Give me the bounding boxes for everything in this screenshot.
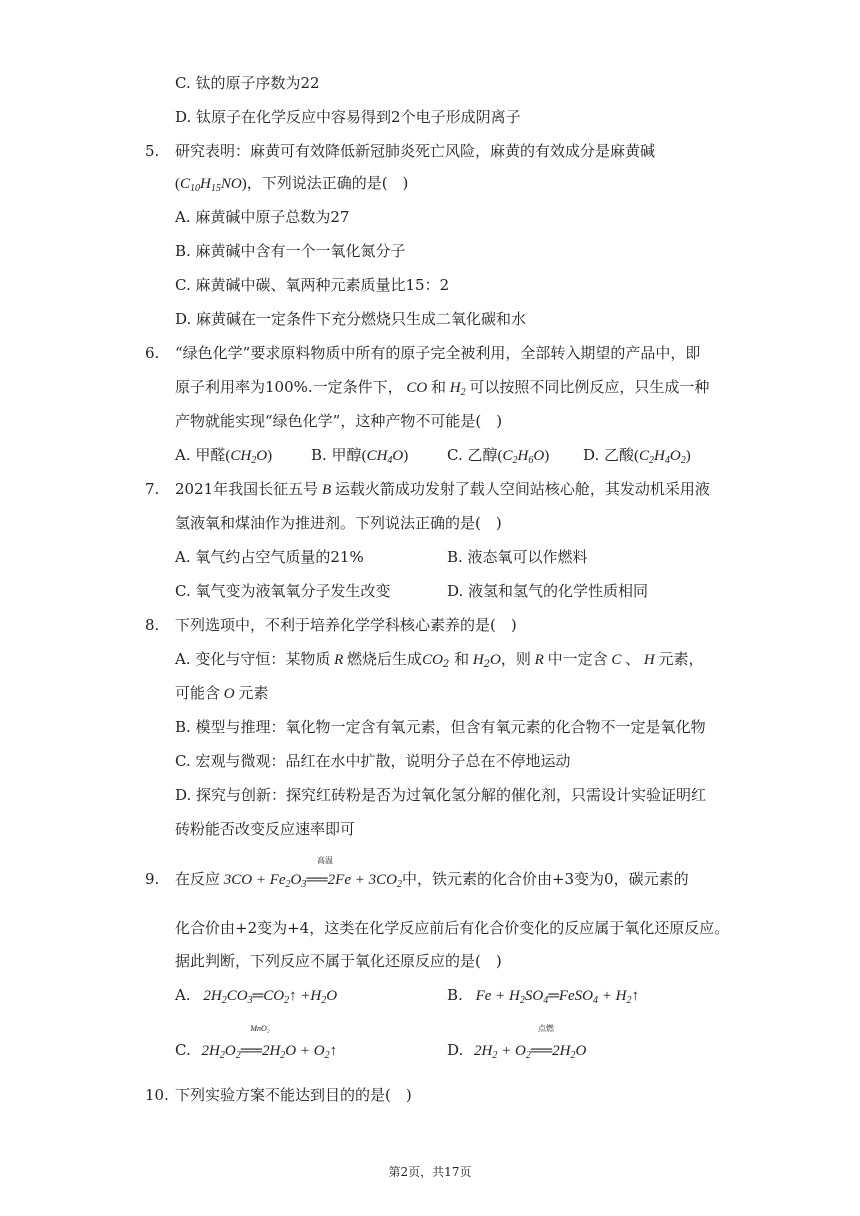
- q6-stem-line3: 产物就能实现“绿色化学”，这种产物不可能是( ): [175, 412, 503, 430]
- q6-number: 6.: [145, 344, 160, 362]
- q8-option-d-line1: D. 探究与创新：探究红砖粉是否为过氧化氢分解的催化剂，只需设计实验证明红: [175, 786, 707, 804]
- q6-stem-line2: 原子利用率为100%.一定条件下， CO 和 $H_2$ 可以按照不同比例反应，只生成一种: [175, 378, 710, 398]
- q7-stem-line1: 2021年我国长征五号 B 运载火箭成功发射了载人空间站核心舱，其发动机采用液: [175, 480, 710, 498]
- q5-option-d: D. 麻黄碱在一定条件下充分燃烧只生成二氧化碳和水: [175, 310, 527, 328]
- q6-option-a: A. 甲醛$(CH_2O)$: [175, 446, 273, 466]
- q9-stem-line2: 化合价由+2变为+4，这类在化学反应前后有化合价变化的反应属于氧化还原反应。: [175, 919, 730, 937]
- q6-option-b: B. 甲醇$(CH_4O)$: [311, 446, 409, 466]
- equation-main: $3CO + Fe_2O_3══2Fe + 3CO_2$: [220, 872, 402, 890]
- q9-d-condition: 点燃: [538, 1024, 554, 1033]
- formula-co: CO: [402, 380, 431, 396]
- formula-h2: $H_2$: [446, 380, 466, 398]
- q9-option-c: C. $2H_2O_2══2H_2O$ + $O_2↑$: [175, 1041, 338, 1061]
- q8-option-c: C. 宏观与微观：品红在水中扩散，说明分子总在不停地运动: [175, 752, 571, 770]
- q9-stem-line3: 据此判断，下列反应不属于氧化还原反应的是( ): [175, 952, 502, 970]
- q5-stem-line1: 研究表明：麻黄可有效降低新冠肺炎死亡风险，麻黄的有效成分是麻黄碱: [175, 142, 656, 160]
- q10-number: 10.: [145, 1086, 169, 1104]
- q9-number: 9.: [145, 870, 160, 888]
- q5-number: 5.: [145, 142, 160, 160]
- q9-stem-line1: 在反应 $3CO + Fe_2O_3══2Fe + 3CO_2$中，铁元素的化合价由+3变为0，碳元素的: [175, 870, 689, 890]
- q8-option-b: B. 模型与推理：氧化物一定含有氧元素，但含有氧元素的化合物不一定是氧化物: [175, 718, 706, 736]
- q5-option-c: C. 麻黄碱中碳、氧两种元素质量比15：2: [175, 276, 450, 294]
- q9-option-d: D. $2H_2$ + $O_2══2H_2O$: [447, 1041, 587, 1061]
- q10-stem: 下列实验方案不能达到目的的是( ): [175, 1086, 412, 1104]
- q4-option-c: C. 钛的原子序数为22: [175, 74, 320, 92]
- q5-option-b: B. 麻黄碱中含有一个一氧化氮分子: [175, 242, 406, 260]
- q6-option-c: C. 乙醇$(C_2H_6O)$: [447, 446, 550, 466]
- q8-number: 8.: [145, 616, 160, 634]
- q8-option-a-line1: A. 变化与守恒：某物质 R 燃烧后生成$CO_2$ 和 $H_2O$，则 R 中一定含 C 、 H 元素，: [175, 650, 704, 670]
- q4-option-d: D. 钛原子在化学反应中容易得到2个电子形成阴离子: [175, 108, 521, 126]
- q8-option-d-line2: 砖粉能否改变反应速率即可: [175, 820, 356, 838]
- q9-option-b: B. $Fe + H_2SO_4═FeSO_4$ + $H_2↑$: [447, 986, 639, 1006]
- q8-option-a-line2: 可能含 O 元素: [175, 684, 269, 702]
- q8-stem: 下列选项中，不利于培养化学学科核心素养的是( ): [175, 616, 517, 634]
- q5-stem-tail: ，下列说法正确的是( ): [246, 174, 409, 192]
- q7-option-d: D. 液氢和氢气的化学性质相同: [447, 582, 649, 600]
- page-footer: 第2页，共17页: [388, 1165, 472, 1179]
- formula-ephedrine: $(C_{10}H_{15}NO)$: [175, 176, 247, 194]
- q7-option-b: B. 液态氧可以作燃料: [447, 548, 588, 566]
- q9-option-a: A. $2H_2CO_3═CO_2↑ +H_2O$: [175, 986, 338, 1006]
- q6-option-d: D. 乙酸$(C_2H_4O_2)$: [583, 446, 691, 466]
- q9-c-condition: MnO₂: [250, 1024, 270, 1033]
- q7-option-a: A. 氧气约占空气质量的21%: [175, 548, 364, 566]
- q7-stem-line2: 氢液氧和煤油作为推进剂。下列说法正确的是( ): [175, 514, 502, 532]
- q7-number: 7.: [145, 480, 160, 498]
- q7-option-c: C. 氧气变为液氧氧分子发生改变: [175, 582, 391, 600]
- q9-condition-high-temp: 高温: [317, 856, 333, 865]
- q5-stem-line2: [175, 173, 408, 194]
- q6-stem-line1: “绿色化学”要求原料物质中所有的原子完全被利用，全部转入期望的产品中，即: [175, 344, 701, 362]
- q5-option-a: A. 麻黄碱中原子总数为27: [175, 208, 350, 226]
